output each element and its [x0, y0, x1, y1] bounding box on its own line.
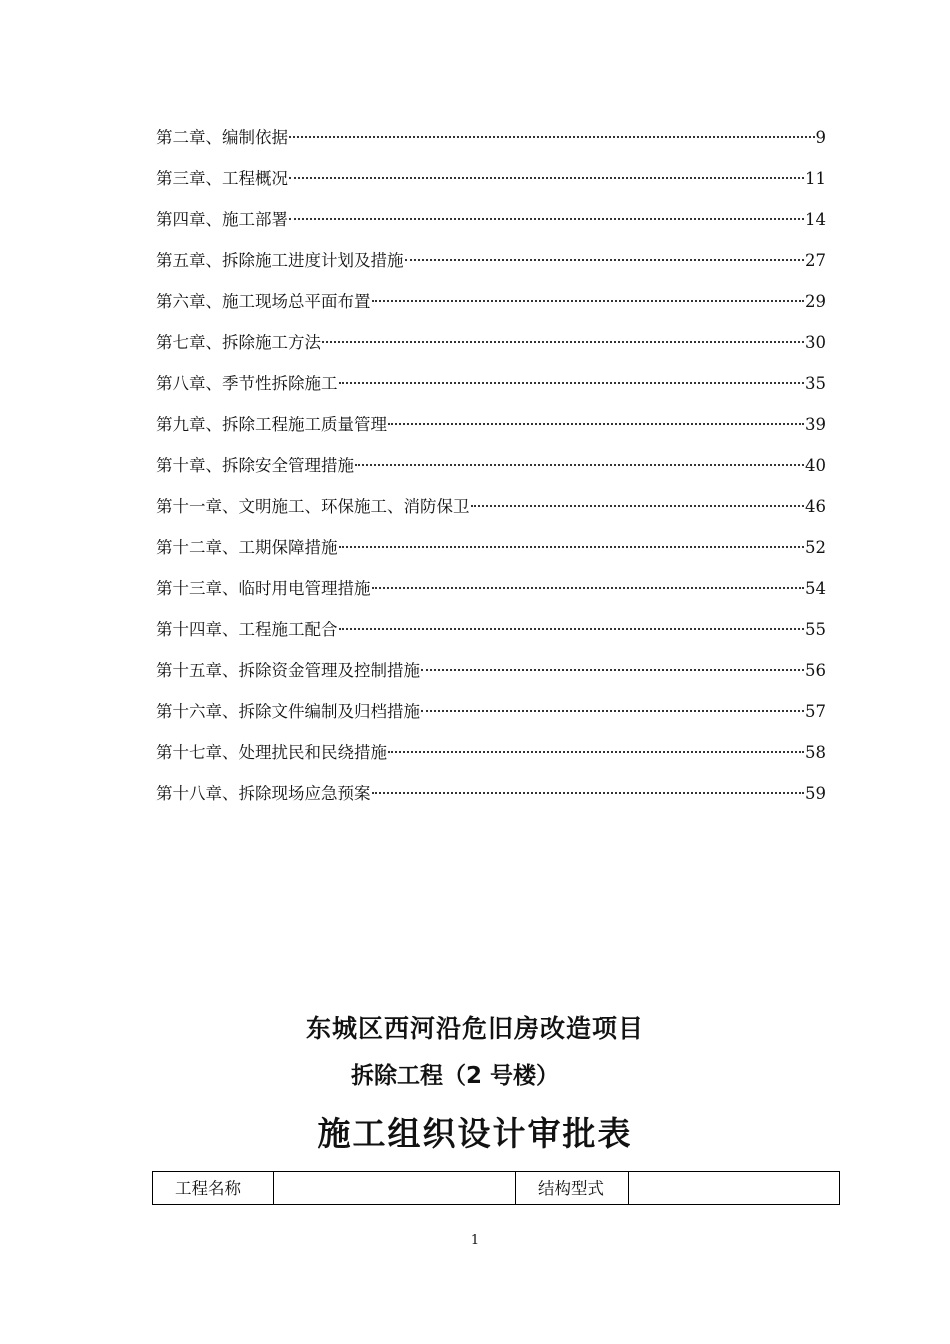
toc-dot-leader	[339, 628, 805, 630]
toc-dot-leader	[322, 341, 804, 343]
toc-entry[interactable]	[156, 657, 826, 698]
toc-entry-page: 52	[805, 538, 826, 557]
toc-entry-page: 9	[815, 128, 826, 147]
toc-dot-leader	[372, 792, 805, 794]
toc-entry-title: 第五章、拆除施工进度计划及措施	[156, 251, 404, 270]
toc-dot-leader	[289, 177, 804, 179]
toc-entry-page: 27	[805, 251, 826, 270]
toc-dot-leader	[355, 464, 804, 466]
toc-entry[interactable]	[156, 493, 826, 534]
toc-entry[interactable]	[156, 534, 826, 575]
toc-entry-page: 55	[805, 620, 826, 639]
form-title: 施工组织设计审批表	[317, 1114, 633, 1153]
toc-dot-leader	[339, 382, 805, 384]
toc-entry-title: 第四章、施工部署	[156, 210, 288, 229]
toc-entry-title: 第十二章、工期保障措施	[156, 538, 338, 557]
toc-entry-title: 第七章、拆除施工方法	[156, 333, 321, 352]
toc-dot-leader	[289, 218, 804, 220]
toc-dot-leader	[421, 669, 804, 671]
project-name-field[interactable]	[274, 1172, 516, 1205]
toc-entry[interactable]	[156, 411, 826, 452]
toc-entry-page: 57	[805, 702, 826, 721]
page-number: 1	[470, 1233, 480, 1248]
toc-entry-title: 第九章、拆除工程施工质量管理	[156, 415, 387, 434]
toc-entry-page: 58	[805, 743, 826, 762]
toc-entry[interactable]	[156, 780, 826, 821]
toc-entry-title: 第十五章、拆除资金管理及控制措施	[156, 661, 420, 680]
toc-entry-page: 29	[805, 292, 826, 311]
toc-entry[interactable]	[156, 452, 826, 493]
toc-entry[interactable]	[156, 165, 826, 206]
toc-entry[interactable]	[156, 206, 826, 247]
toc-dot-leader	[372, 300, 805, 302]
toc-entry-page: 11	[805, 169, 826, 188]
toc-entry[interactable]	[156, 575, 826, 616]
toc-entry-title: 第十一章、文明施工、环保施工、消防保卫	[156, 497, 470, 516]
toc-entry[interactable]	[156, 370, 826, 411]
toc-entry-page: 54	[805, 579, 826, 598]
toc-entry-page: 39	[805, 415, 826, 434]
toc-entry-title: 第八章、季节性拆除施工	[156, 374, 338, 393]
toc-entry[interactable]	[156, 329, 826, 370]
toc-entry[interactable]	[156, 124, 826, 165]
structure-type-field[interactable]	[629, 1172, 840, 1205]
toc-entry-title: 第十四章、工程施工配合	[156, 620, 338, 639]
toc-dot-leader	[339, 546, 805, 548]
toc-entry-title: 第六章、施工现场总平面布置	[156, 292, 371, 311]
toc-entry[interactable]	[156, 616, 826, 657]
toc-dot-leader	[388, 423, 804, 425]
table-of-contents	[156, 124, 826, 821]
toc-entry-title: 第十七章、处理扰民和民绕措施	[156, 743, 387, 762]
toc-entry-title: 第十八章、拆除现场应急预案	[156, 784, 371, 803]
toc-entry-page: 14	[805, 210, 826, 229]
table-row	[153, 1172, 840, 1205]
toc-dot-leader	[372, 587, 805, 589]
project-subheading: 拆除工程（2 号楼）	[350, 1063, 559, 1089]
toc-entry-title: 第十章、拆除安全管理措施	[156, 456, 354, 475]
toc-dot-leader	[421, 710, 804, 712]
toc-entry[interactable]	[156, 698, 826, 739]
toc-entry-page: 46	[805, 497, 826, 516]
toc-entry-page: 56	[805, 661, 826, 680]
toc-dot-leader	[289, 136, 815, 138]
toc-dot-leader	[405, 259, 805, 261]
toc-entry-page: 30	[805, 333, 826, 352]
toc-dot-leader	[471, 505, 805, 507]
project-heading: 东城区西河沿危旧房改造项目	[305, 1014, 644, 1043]
toc-entry-title: 第十三章、临时用电管理措施	[156, 579, 371, 598]
toc-entry[interactable]	[156, 247, 826, 288]
project-name-label: 工程名称	[153, 1172, 274, 1205]
toc-entry-page: 35	[805, 374, 826, 393]
approval-form-table	[152, 1171, 840, 1205]
toc-entry-title: 第三章、工程概况	[156, 169, 288, 188]
toc-entry[interactable]	[156, 739, 826, 780]
toc-dot-leader	[388, 751, 804, 753]
toc-entry[interactable]	[156, 288, 826, 329]
toc-entry-title: 第十六章、拆除文件编制及归档措施	[156, 702, 420, 721]
structure-type-label: 结构型式	[516, 1172, 629, 1205]
toc-entry-page: 40	[805, 456, 826, 475]
toc-entry-page: 59	[805, 784, 826, 803]
toc-entry-title: 第二章、编制依据	[156, 128, 288, 147]
